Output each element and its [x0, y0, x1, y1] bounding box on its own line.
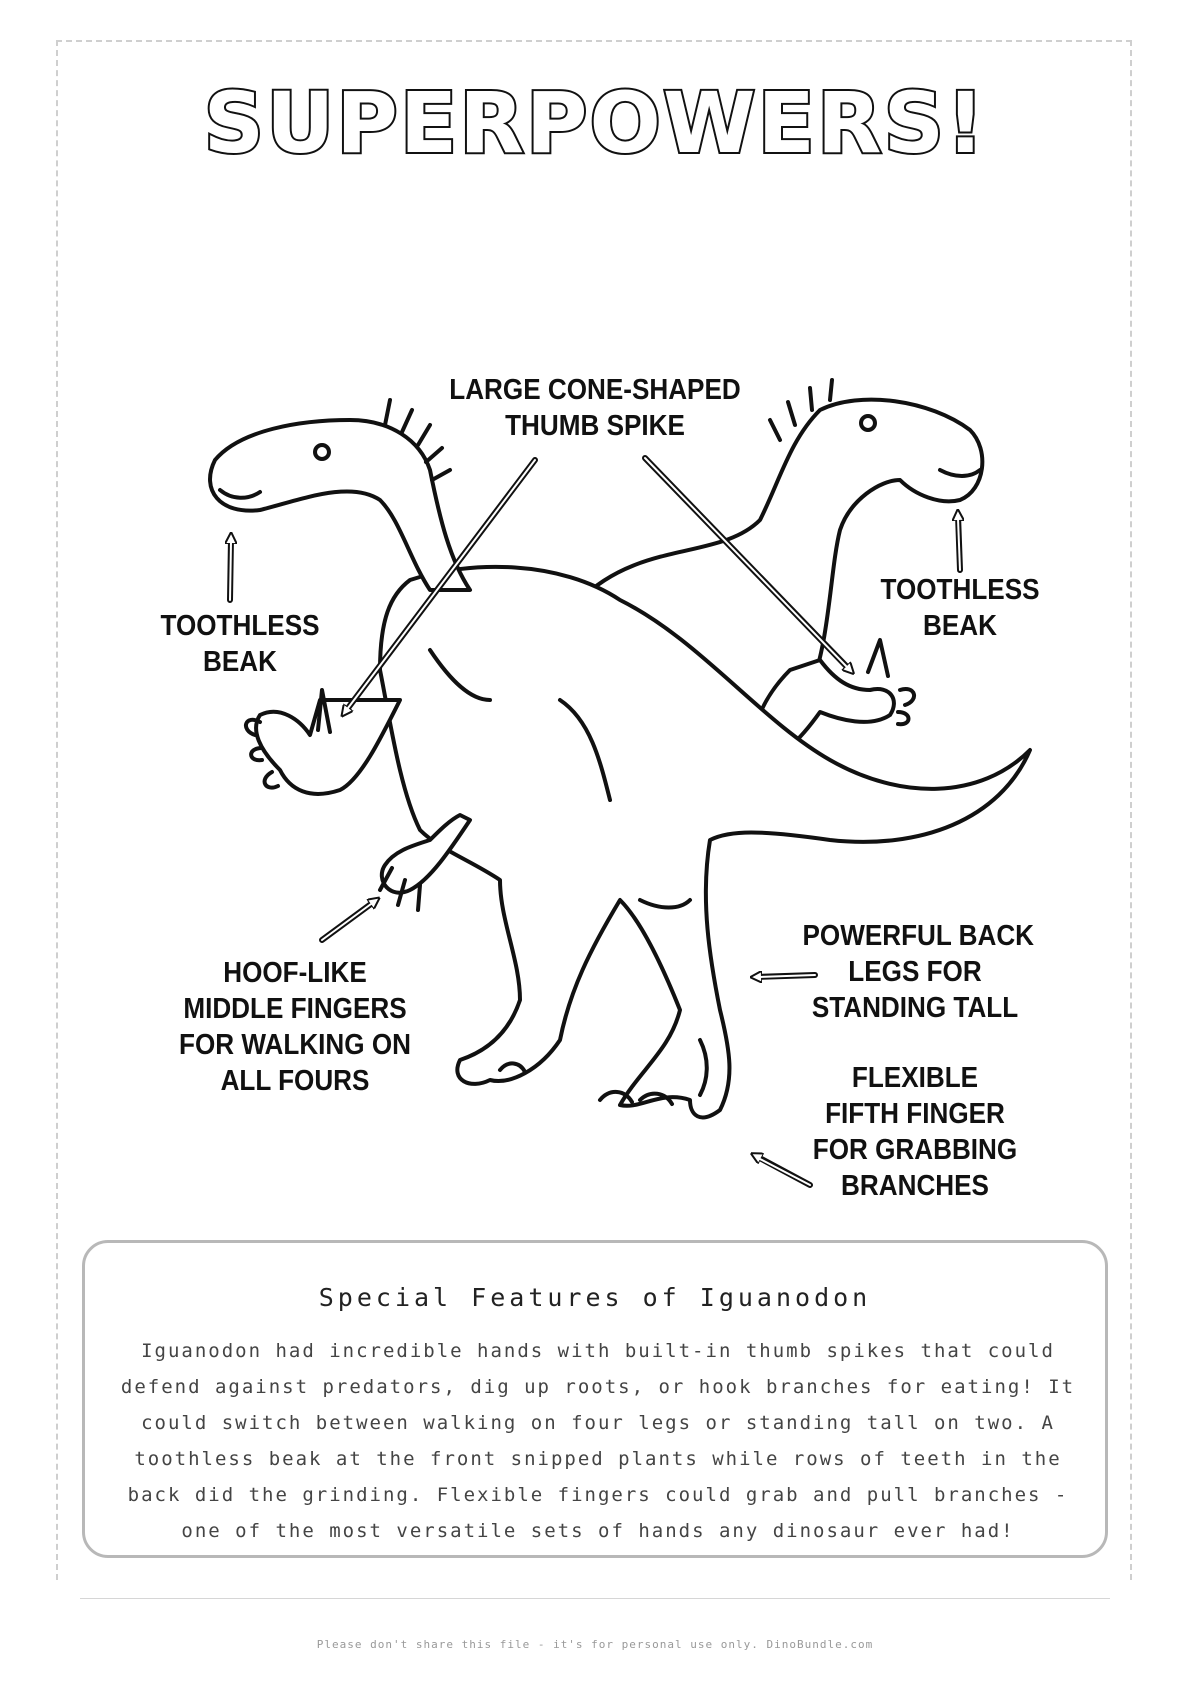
label-toothless-beak-right: TOOTHLESS BEAK — [880, 574, 1040, 642]
label-flexible-fifth-finger: FLEXIBLE FIFTH FINGER FOR GRABBING BRANCHES — [812, 1062, 1018, 1202]
label-powerful-back-legs: POWERFUL BACK LEGS FOR STANDING TALL — [802, 920, 1035, 1024]
page-title: SUPERPOWERS! — [203, 74, 987, 172]
info-title: Special Features of Iguanodon — [318, 1283, 872, 1312]
footer-note: Please don't share this file - it's for personal use only. DinoBundle.com — [316, 1638, 874, 1651]
label-thumb-spike: LARGE CONE-SHAPED THUMB SPIKE — [449, 374, 741, 442]
label-toothless-beak-left: TOOTHLESS BEAK — [160, 610, 320, 678]
label-hoof-like-fingers: HOOF-LIKE MIDDLE FINGERS FOR WALKING ON ALL FOURS — [178, 957, 411, 1097]
info-box — [82, 1240, 1108, 1558]
info-body: Iguanodon had incredible hands with built-in thumb spikes that could defend against predators, dig up roots, or hook branches for eating! It could switch between walking on four legs or standing tall on two. A toothless beak at the front snipped plants while rows of teeth in the back did the grinding. Flexible fingers could grab and pull branches - one of the most versatile sets of hands any dinosaur ever had! — [120, 1340, 1076, 1542]
footer-divider — [80, 1598, 1110, 1599]
